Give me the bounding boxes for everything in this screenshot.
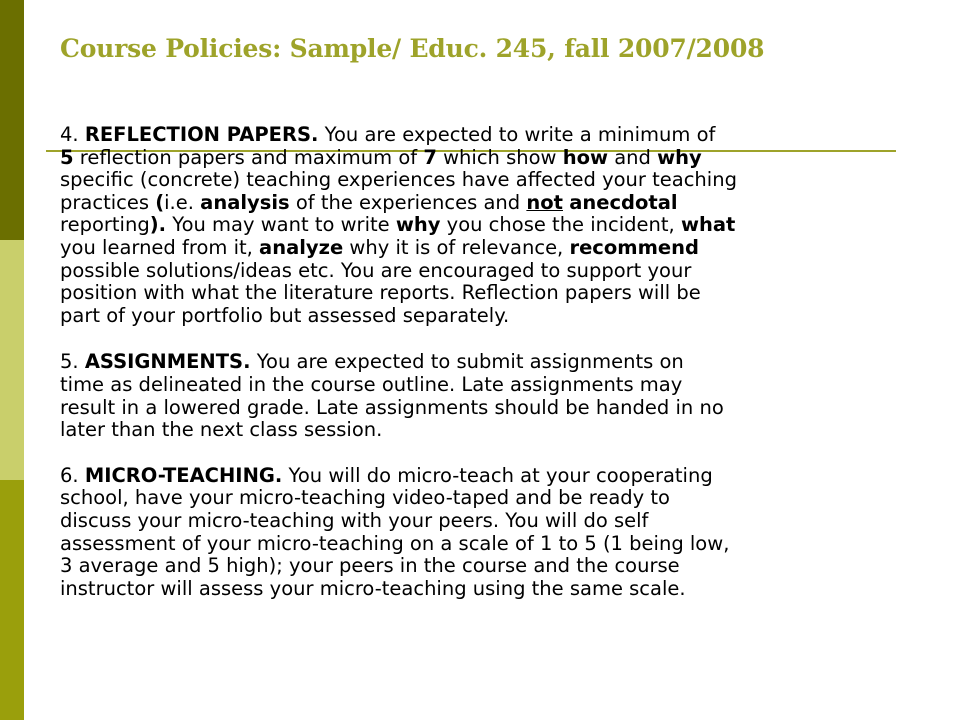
min-count: 5 [60,145,74,169]
policy-reflection-papers [60,124,910,327]
line: possible solutions/ideas etc. You are encouraged to support your [60,258,692,282]
line: you learned from it, analyze why it is of relevance, recommend [60,235,699,259]
left-bar-middle [0,240,24,480]
item-heading: ASSIGNMENTS. [84,350,251,374]
line: instructor will assess your micro-teaching using the same scale. [60,576,686,600]
slide-title: Course Policies: Sample/ Educ. 245, fall 2007/2008 [60,34,765,63]
line: assessment of your micro-teaching on a scale of 1 to 5 (1 being low, [60,531,730,555]
item-heading: MICRO-TEACHING. [84,463,283,487]
line: 4. REFLECTION PAPERS. You are expected to write a minimum of [60,123,716,146]
line: school, have your micro-teaching video-taped and be ready to [60,486,670,510]
max-count: 7 [423,145,437,169]
policy-micro-teaching [60,465,910,601]
line: position with what the literature reports. Reflection papers will be [60,281,701,305]
policy-assignments [60,351,910,441]
line: 6. MICRO-TEACHING. You will do micro-teach at your cooperating [60,463,713,487]
line: 5 reflection papers and maximum of 7 which show how and why [60,145,702,169]
line: 5. ASSIGNMENTS. You are expected to submit assignments on [60,350,684,374]
line: time as delineated in the course outline. Late assignments may [60,372,683,396]
item-number: 5. [60,350,85,374]
line: part of your portfolio but assessed separately. [60,303,510,327]
slide-body [60,124,910,623]
left-bar-top [0,0,24,240]
line: 3 average and 5 high); your peers in the course and the course [60,554,680,578]
line: practices (i.e. analysis of the experiences and not anecdotal [60,190,678,214]
item-heading: REFLECTION PAPERS. [84,123,319,146]
line: specific (concrete) teaching experiences have affected your teaching [60,168,737,192]
left-bar-bottom [0,480,24,720]
line: result in a lowered grade. Late assignments should be handed in no [60,395,724,419]
line: reporting). You may want to write why you chose the incident, what [60,213,736,237]
item-number: 6. [60,463,85,487]
item-number: 4. [60,123,85,146]
line: later than the next class session. [60,418,383,442]
line: discuss your micro-teaching with your peers. You will do self [60,508,649,532]
